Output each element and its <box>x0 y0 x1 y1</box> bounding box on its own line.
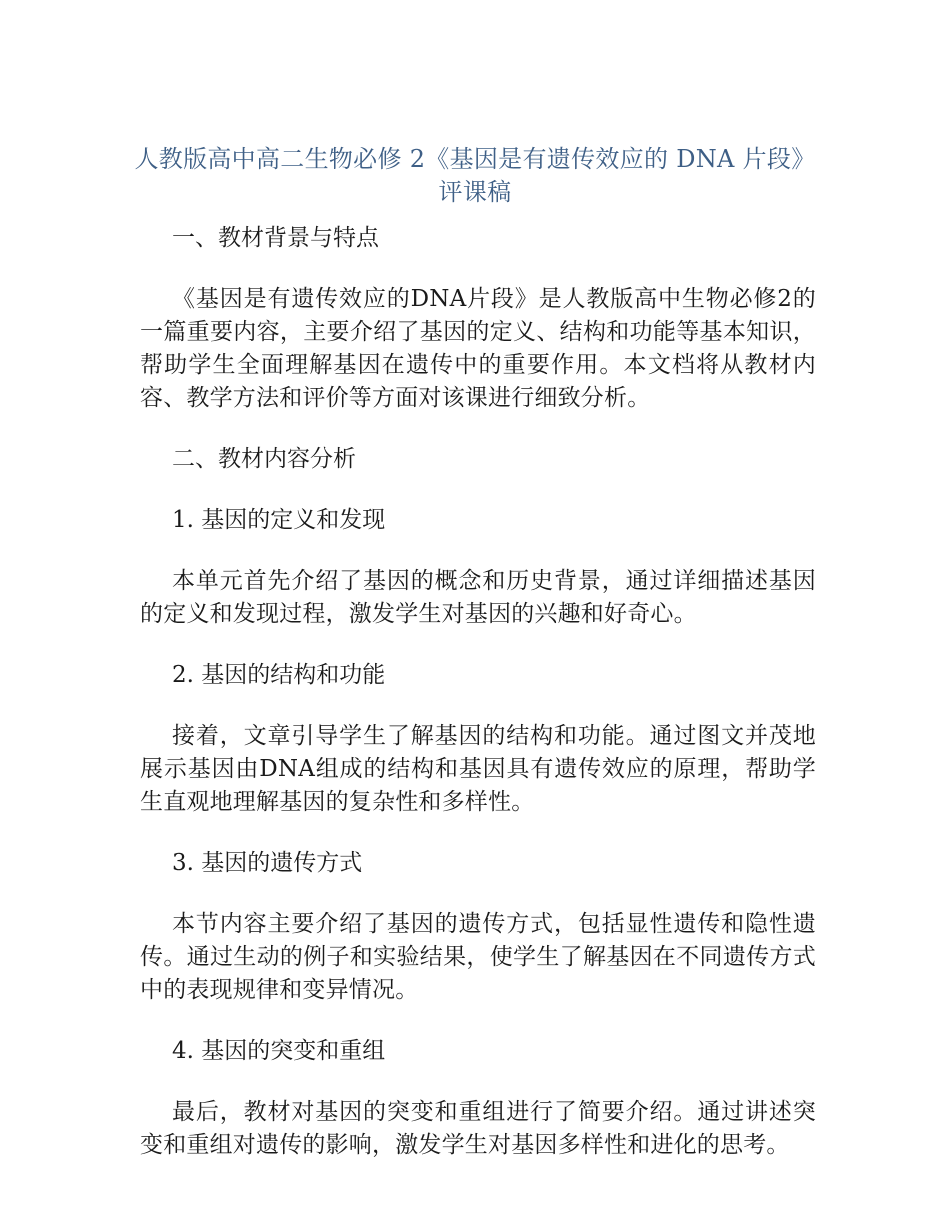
subheading-inheritance: 3. 基因的遗传方式 <box>172 850 363 876</box>
paragraph-structure: 接着，文章引导学生了解基因的结构和功能。通过图文并茂地展示基因由DNA组成的结构和基因具有遗传效应的原理，帮助学生直观地理解基因的复杂性和多样性。 <box>140 723 816 815</box>
document-title: 人教版高中高二生物必修 2《基因是有遗传效应的 DNA 片段》评课稿 <box>134 145 816 206</box>
subheading-structure: 2. 基因的结构和功能 <box>172 662 386 688</box>
section-heading-background: 一、教材背景与特点 <box>172 225 379 251</box>
subheading-mutation: 4. 基因的突变和重组 <box>172 1038 386 1064</box>
document-body <box>140 222 816 1162</box>
section-heading-content-analysis: 二、教材内容分析 <box>172 446 356 472</box>
paragraph-background: 《基因是有遗传效应的DNA片段》是人教版高中生物必修2的一篇重要内容，主要介绍了基因的定义、结构和功能等基本知识，帮助学生全面理解基因在遗传中的重要作用。本文档将从教材内容、教学方法和评价等方面对该课进行细致分析。 <box>140 286 816 411</box>
paragraph-mutation: 最后，教材对基因的突变和重组进行了简要介绍。通过讲述突变和重组对遗传的影响，激发学生对基因多样性和进化的思考。 <box>140 1099 816 1158</box>
paragraph-inheritance: 本节内容主要介绍了基因的遗传方式，包括显性遗传和隐性遗传。通过生动的例子和实验结果，使学生了解基因在不同遗传方式中的表现规律和变异情况。 <box>140 911 816 1003</box>
paragraph-definition: 本单元首先介绍了基因的概念和历史背景，通过详细描述基因的定义和发现过程，激发学生对基因的兴趣和好奇心。 <box>140 568 816 627</box>
subheading-definition: 1. 基因的定义和发现 <box>172 507 386 533</box>
